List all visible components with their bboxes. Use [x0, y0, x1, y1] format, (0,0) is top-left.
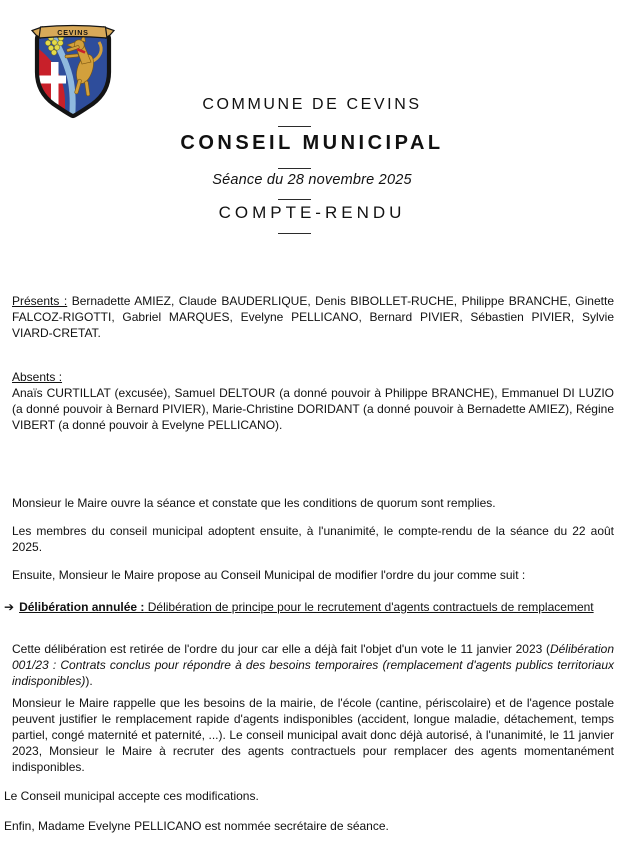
absent-names: Anaïs CURTILLAT (excusée), Samuel DELTOUR (a donné pouvoir à Philippe BRANCHE), Emmanuel DI LUZIO (a donné pouvoir à Bernard PIVIER), Marie-Christine DORIDANT (a donné pouvoir à Bernadette AMIEZ), Régine VIBERT (a donné pouvoir à Evelyne PELLICANO).	[12, 386, 614, 432]
withdrawal-reference: Délibération 001/23 : Contrats conclus pour répondre à des besoins temporaires (remplacement d'agents publics territoriaux indisponibles)	[12, 642, 614, 688]
agenda-change-paragraph: Ensuite, Monsieur le Maire propose au Conseil Municipal de modifier l'ordre du jour comme suit :	[12, 568, 526, 582]
withdrawal-intro: Cette délibération est retirée de l'ordre du jour car elle a déjà fait l'objet d'un vote le 11 janvier 2023 (	[12, 642, 550, 656]
recall-paragraph: Monsieur le Maire rappelle que les besoins de la mairie, de l'école (cantine, périscolaire) et de l'agence postale peuvent justifier le remplacement rapide d'agents indisponibles (accident, longue maladie, détachement, temps partiel, congé maternité et paternité, ...). Le conseil municipal avait donc déjà autorisé, à l'unanimité, le 11 janvier 2023, Monsieur le Maire à recruter des agents contractuels pour remplacer des agents momentanément indisponibles.	[12, 696, 614, 774]
arrow-icon: ➔	[4, 600, 15, 614]
council-title: CONSEIL MUNICIPAL	[180, 132, 444, 154]
withdrawal-end: ).	[85, 674, 93, 688]
header-divider	[278, 233, 311, 234]
cancelled-title-text: Délibération de principe pour le recrutement d'agents contractuels de remplacement	[144, 600, 594, 614]
cancelled-label: Délibération annulée :	[19, 600, 145, 614]
acceptance-paragraph: Le Conseil municipal accepte ces modifications.	[4, 789, 259, 803]
commune-title: COMMUNE DE CEVINS	[202, 96, 422, 113]
crest-banner-text: CEVINS	[57, 27, 89, 37]
cancelled-deliberation-heading	[4, 598, 614, 617]
withdrawal-paragraph	[12, 641, 614, 689]
header-divider	[278, 168, 311, 169]
secretary-paragraph: Enfin, Madame Evelyne PELLICANO est nommée secrétaire de séance.	[4, 819, 389, 833]
absent-label: Absents :	[12, 370, 63, 384]
previous-minutes-paragraph: Les membres du conseil municipal adoptent ensuite, à l'unanimité, le compte-rendu de la séance du 22 août 2025.	[12, 524, 614, 554]
cancelled-deliberation-title	[19, 600, 594, 614]
quorum-paragraph: Monsieur le Maire ouvre la séance et constate que les conditions de quorum sont remplies.	[12, 496, 496, 510]
present-members-paragraph	[12, 293, 614, 341]
header-divider	[278, 199, 311, 200]
absent-members-paragraph	[12, 369, 614, 433]
report-type-title: COMPTE-RENDU	[218, 203, 406, 222]
present-names: Bernadette AMIEZ, Claude BAUDERLIQUE, Denis BIBOLLET-RUCHE, Philippe BRANCHE, Ginette FALCOZ-RIGOTTI, Gabriel MARQUES, Evelyne PELLICANO, Bernard PIVIER, Sébastien PIVIER, Sylvie VIARD-CRETAT.	[12, 294, 614, 340]
header-divider	[278, 126, 311, 127]
session-date: Séance du 28 novembre 2025	[212, 172, 412, 188]
present-label: Présents :	[12, 294, 68, 308]
